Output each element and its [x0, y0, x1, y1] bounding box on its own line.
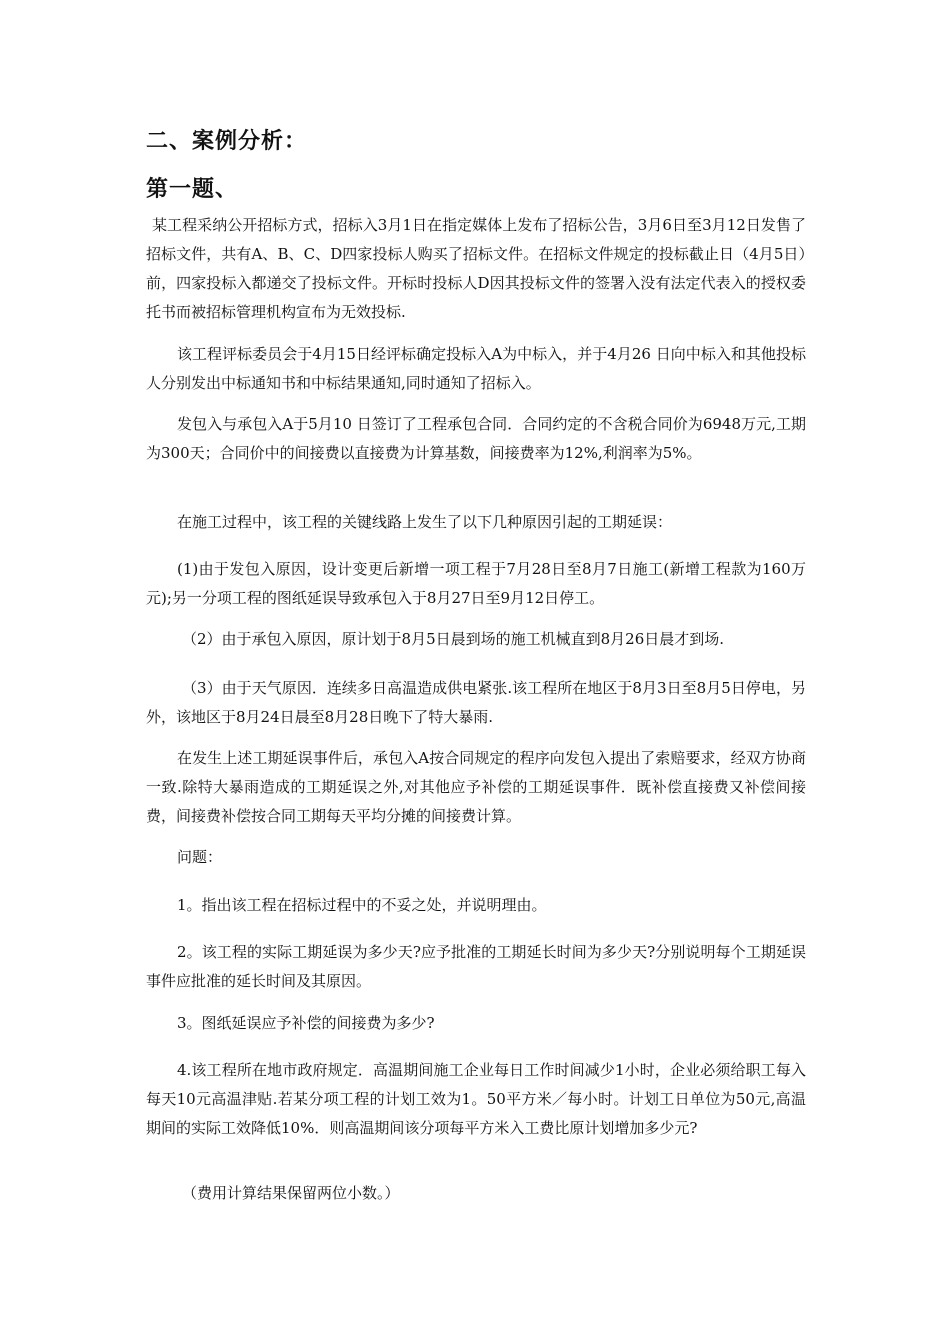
section-heading: 二、案例分析： [146, 129, 308, 154]
rounding-note: （费用计算结果保留两位小数。） [182, 1184, 400, 1202]
paragraph-delay-intro: 在施工过程中，该工程的关键线路上发生了以下几种原因引起的工期延误： [177, 513, 673, 531]
paragraph-claim: 在发生上述工期延误事件后，承包入A按合同规定的程序向发包入提出了索赔要求，经双方协商一致.除特大暴雨造成的工期延误之外,对其他应予补偿的工期延误事件．既补偿直接费又补偿间接费，间接费补偿按合同工期每天平均分摊的间接费计算。 [146, 749, 806, 825]
paragraph-delay-3: （3）由于天气原因．连续多日高温造成供电紧张.该工程所在地区于8月3日至8月5日停电，另外，该地区于8月24日晨至8月28日晚下了特大暴雨. [146, 679, 806, 726]
question-1: 1。指出该工程在招标过程中的不妥之处，并说明理由。 [177, 896, 547, 914]
question-2: 2。该工程的实际工期延误为多少天?应予批准的工期延长时间为多少天?分别说明每个工期延误事件应批准的延长时间及其原因。 [146, 943, 806, 990]
question-3: 3。图纸延误应予补偿的间接费为多少? [177, 1014, 435, 1032]
paragraph-tender-background: 某工程采纳公开招标方式，招标入3月1日在指定媒体上发布了招标公告，3月6日至3月12日发售了招标文件，共有A、B、C、D四家投标人购买了招标文件。在招标文件规定的投标截止日（4月5日）前，四家投标入都递交了投标文件。开标时投标人D因其投标文件的签署入没有法定代表入的授权委托书而被招标管理机构宣布为无效投标. [146, 216, 806, 321]
paragraph-contract-terms: 发包入与承包入A于5月10 日签订了工程承包合同．合同约定的不含税合同价为6948万元,工期为300天；合同价中的间接费以直接费为计算基数，间接费率为12%,利润率为5%。 [146, 415, 806, 462]
questions-label: 问题： [177, 848, 223, 866]
paragraph-delay-2: （2）由于承包入原因，原计划于8月5日晨到场的施工机械直到8月26日晨才到场. [182, 630, 725, 648]
question-heading: 第一题、 [146, 176, 239, 202]
paragraph-bid-evaluation: 该工程评标委员会于4月15日经评标确定投标入A为中标入，并于4月26 日向中标入和其他投标人分别发出中标通知书和中标结果通知,同时通知了招标入。 [146, 345, 806, 392]
paragraph-delay-1: (1)由于发包入原因，设计变更后新增一项工程于7月28日至8月7日施工(新增工程款为160万元);另一分项工程的图纸延误导致承包入于8月27日至9月12日停工。 [146, 560, 806, 607]
question-4: 4.该工程所在地市政府规定．高温期间施工企业每日工作时间减少1小时，企业必须给职工每入每天10元高温津贴.若某分项工程的计划工效为1。50平方米／每小时。计划工日单位为50元,高温期间的实际工效降低10%．则高温期间该分项每平方米入工费比原计划增加多少元? [146, 1061, 806, 1137]
